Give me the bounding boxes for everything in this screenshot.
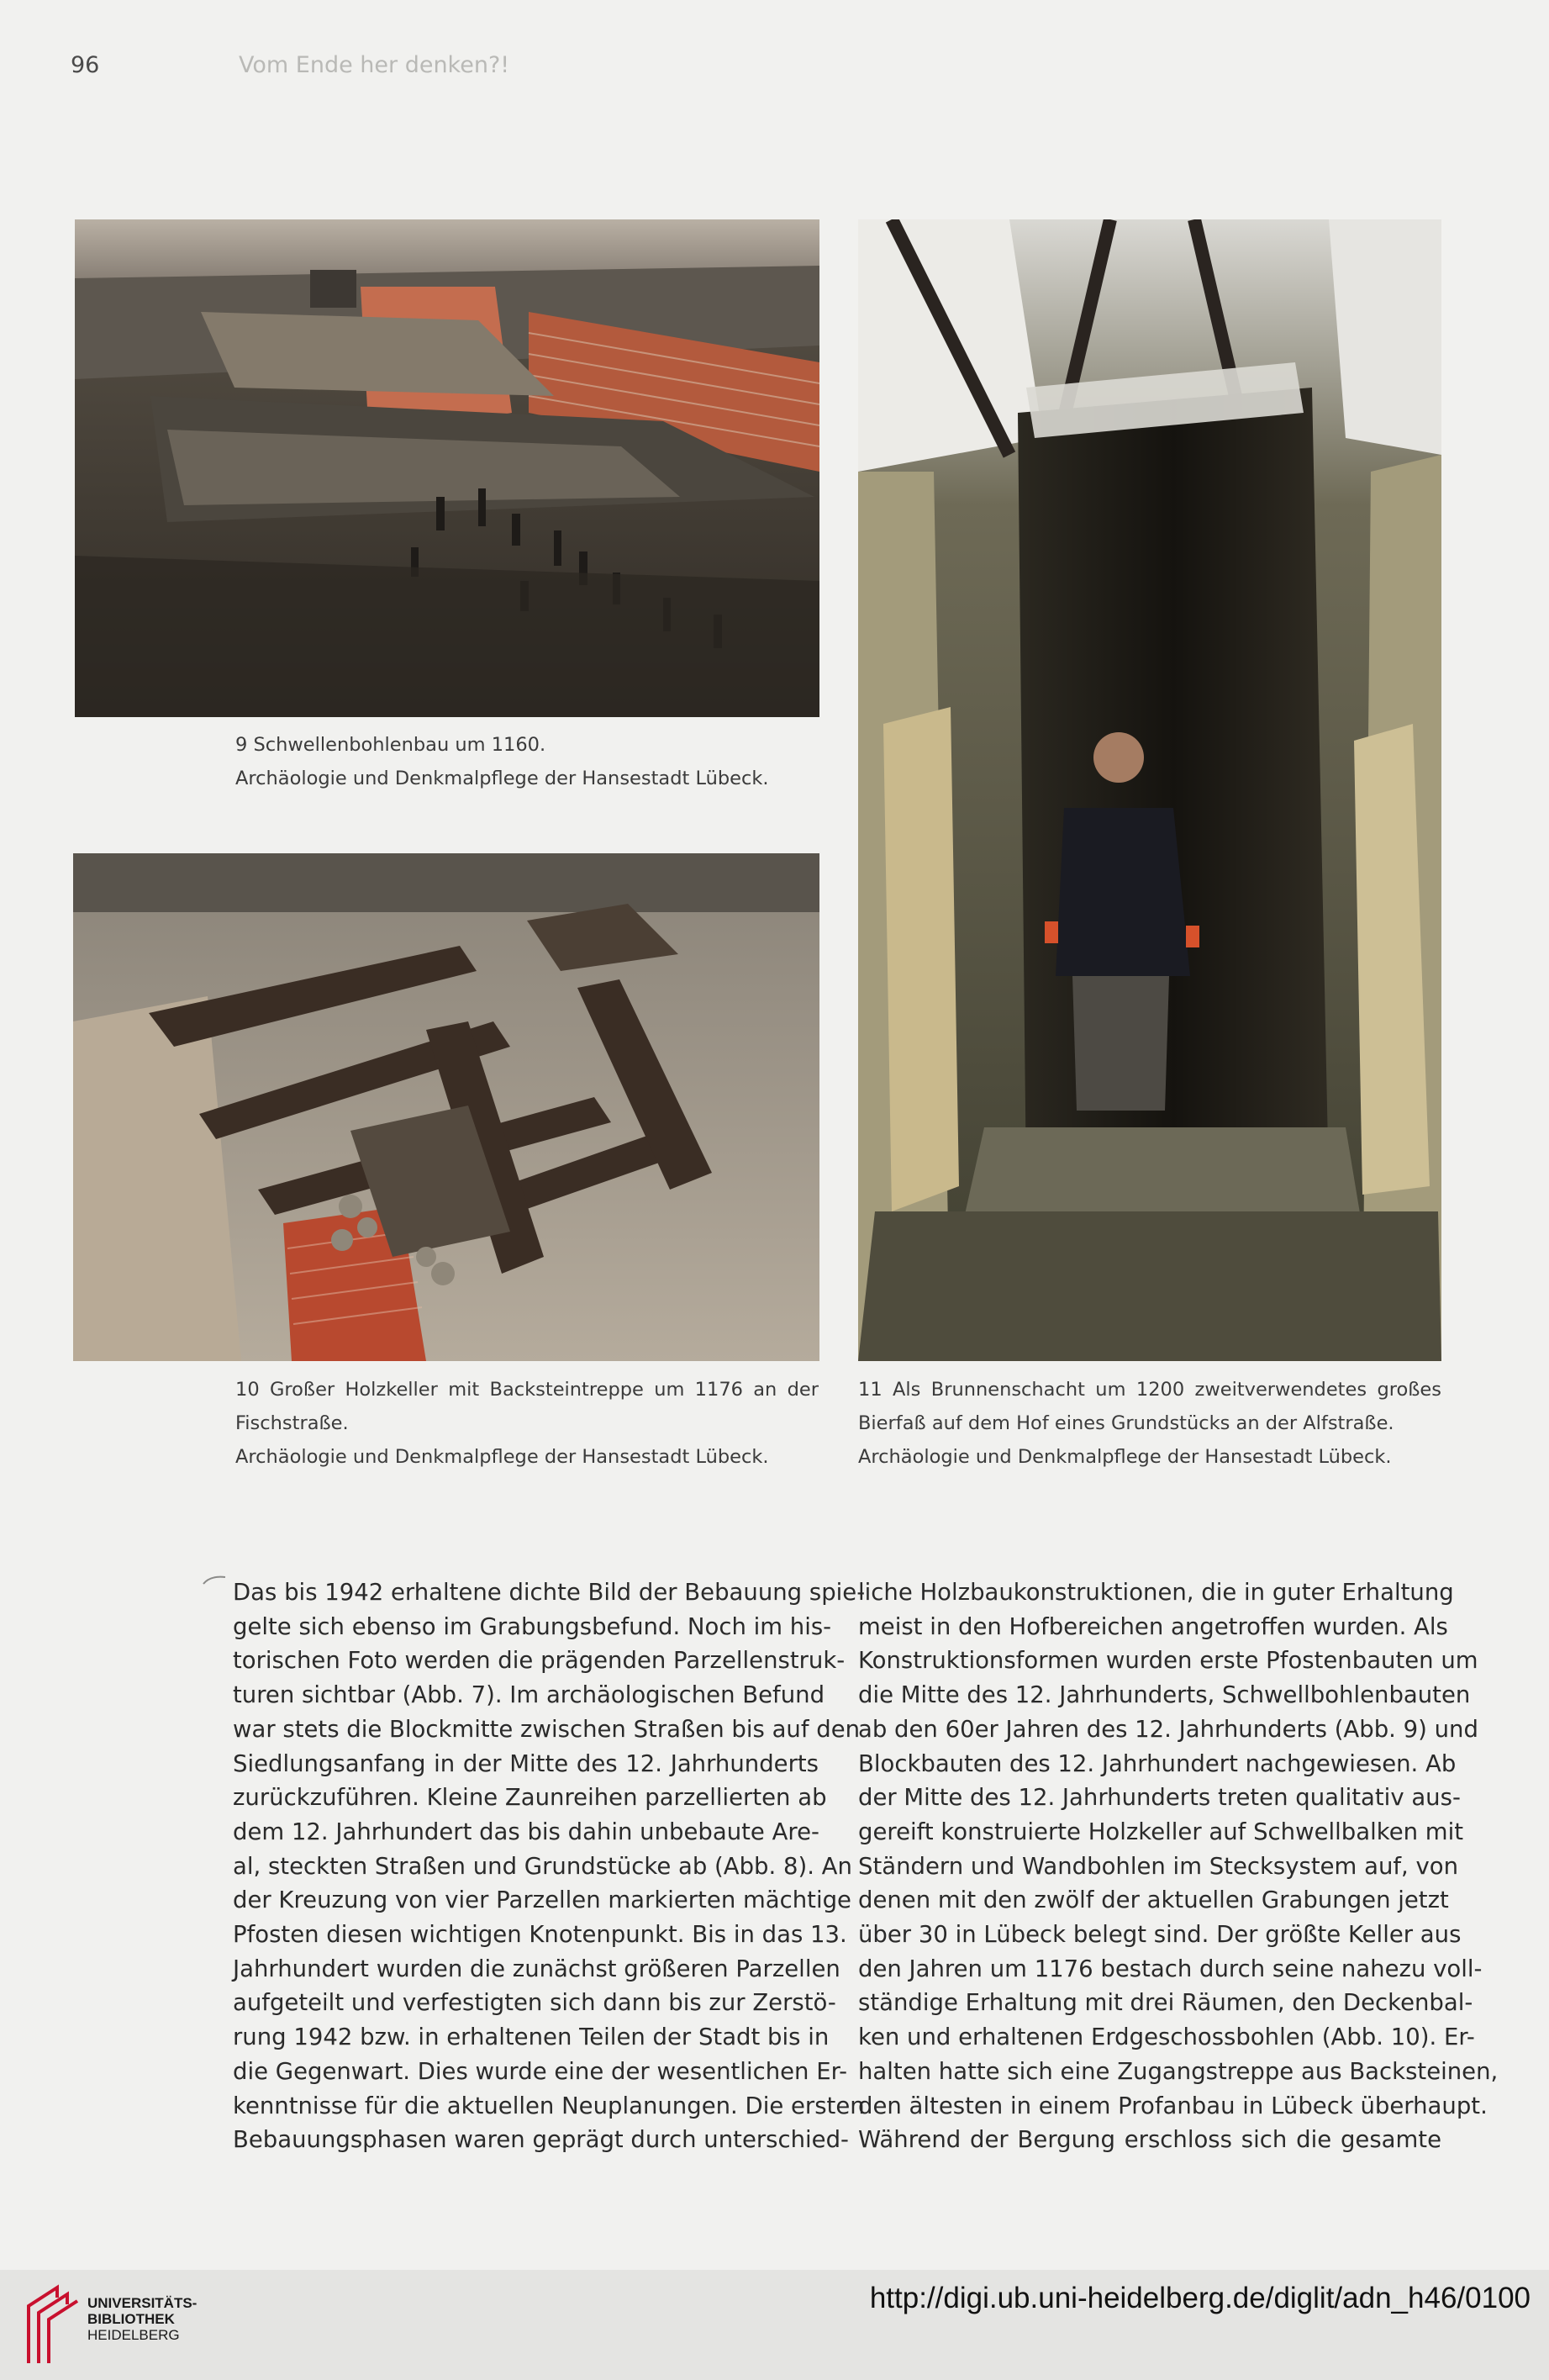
text-line: gelte sich ebenso im Grabungsbefund. Noch im his- [233,1612,832,1640]
caption-line: 10 Großer Holzkeller mit Backsteintreppe um 1176 an der [235,1379,819,1401]
figure-11-caption [858,1373,1441,1474]
text-line: Ständern und Wandbohlen im Stecksystem auf, von [858,1852,1459,1880]
text-line: dem 12. Jahrhundert das bis dahin unbebaute Are- [233,1818,819,1845]
text-line: die Mitte des 12. Jahrhunderts, Schwellbohlenbauten [858,1681,1471,1709]
text-line: Blockbauten des 12. Jahrhundert nachgewiesen. Ab [858,1749,1457,1777]
figure-10-photo [73,853,819,1361]
text-line: ständige Erhaltung mit drei Räumen, den Deckenbal- [858,1989,1473,2017]
text-line: Siedlungsanfang in der Mitte des 12. Jahrhunderts [233,1749,819,1777]
text-line: der Kreuzung von vier Parzellen markierten mächtige [233,1887,851,1914]
text-line: rung 1942 bzw. in erhaltenen Teilen der Stadt bis in [233,2024,830,2051]
text-line: Das bis 1942 erhaltene dichte Bild der Bebauung spie- [233,1579,866,1606]
figure-9-photo [75,219,819,717]
caption-line: 9 Schwellenbohlenbau um 1160. [235,734,546,756]
figure-11-photo [858,219,1441,1361]
excavation-photo-icon [73,853,819,1361]
caption-line: Fischstraße. [235,1412,349,1434]
text-line: zurückzuführen. Kleine Zaunreihen parzellierten ab [233,1784,827,1812]
text-line: gereift konstruierte Holzkeller auf Schwellbalken mit [858,1818,1463,1845]
text-line: den Jahren um 1176 bestach durch seine nahezu voll- [858,1955,1483,1982]
text-line: denen mit den zwölf der aktuellen Grabungen jetzt [858,1887,1449,1914]
text-line: Jahrhundert wurden die zunächst größeren Parzellen [233,1955,840,1982]
text-line: Während der Bergung erschloss sich die gesamte [858,2126,1441,2154]
library-name-line: HEIDELBERG [87,2327,180,2343]
body-column-right [858,1575,1499,2157]
text-line: meist in den Hofbereichen angetroffen wurden. Als [858,1612,1448,1640]
text-line: ken und erhaltenen Erdgeschossbohlen (Abb. 10). Er- [858,2024,1475,2051]
text-line: den ältesten in einem Profanbau in Lübeck überhaupt. [858,2092,1488,2119]
figure-9-caption [235,728,824,795]
text-line: über 30 in Lübeck belegt sind. Der größte Keller aus [858,1921,1462,1949]
text-line: kenntnisse für die aktuellen Neuplanungen. Die ersten [233,2092,865,2119]
running-title: Vom Ende her denken?! [239,52,510,78]
page-number: 96 [71,52,100,78]
body-column-left [233,1575,866,2157]
text-line: Bebauungsphasen waren geprägt durch unterschied- [233,2126,849,2154]
source-url-link[interactable]: http://digi.ub.uni-heidelberg.de/diglit/adn_h46/0100 [869,2282,1531,2314]
text-line: Pfosten diesen wichtigen Knotenpunkt. Bis in das 13. [233,1921,847,1949]
caption-line: Archäologie und Denkmalpflege der Hansestadt Lübeck. [235,1446,769,1468]
text-line: turen sichtbar (Abb. 7). Im archäologischen Befund [233,1681,825,1709]
caption-line: Bierfaß auf dem Hof eines Grundstücks an der Alfstraße. [858,1412,1394,1434]
text-line: aufgeteilt und verfestigten sich dann bis zur Zerstö- [233,1989,836,2017]
text-line: war stets die Blockmitte zwischen Straßen bis auf den [233,1715,861,1743]
caption-line: 11 Als Brunnenschacht um 1200 zweitverwendetes großes [858,1379,1441,1401]
text-line: ab den 60er Jahren des 12. Jahrhunderts (Abb. 9) und [858,1715,1478,1743]
text-line: der Mitte des 12. Jahrhunderts treten qualitativ aus- [858,1784,1461,1812]
library-name-line: UNIVERSITÄTS- [87,2295,198,2311]
well-shaft-photo-icon [858,219,1441,1361]
figure-10-caption [235,1373,819,1474]
margin-mark-icon [202,1574,227,1586]
library-name [87,2295,197,2343]
text-line: halten hatte sich eine Zugangstreppe aus Backsteinen, [858,2057,1499,2085]
text-line: die Gegenwart. Dies wurde eine der wesentlichen Er- [233,2057,848,2085]
university-library-logo-icon [17,2281,82,2367]
library-name-line: BIBLIOTHEK [87,2311,175,2327]
text-line: liche Holzbaukonstruktionen, die in guter Erhaltung [858,1579,1454,1606]
caption-line: Archäologie und Denkmalpflege der Hansestadt Lübeck. [858,1446,1392,1468]
text-line: torischen Foto werden die prägenden Parzellenstruk- [233,1647,846,1675]
caption-line: Archäologie und Denkmalpflege der Hansestadt Lübeck. [235,768,769,789]
text-line: al, steckten Straßen und Grundstücke ab (Abb. 8). An [233,1852,852,1880]
excavation-photo-icon [75,219,819,717]
text-line: Konstruktionsformen wurden erste Pfostenbauten um [858,1647,1478,1675]
